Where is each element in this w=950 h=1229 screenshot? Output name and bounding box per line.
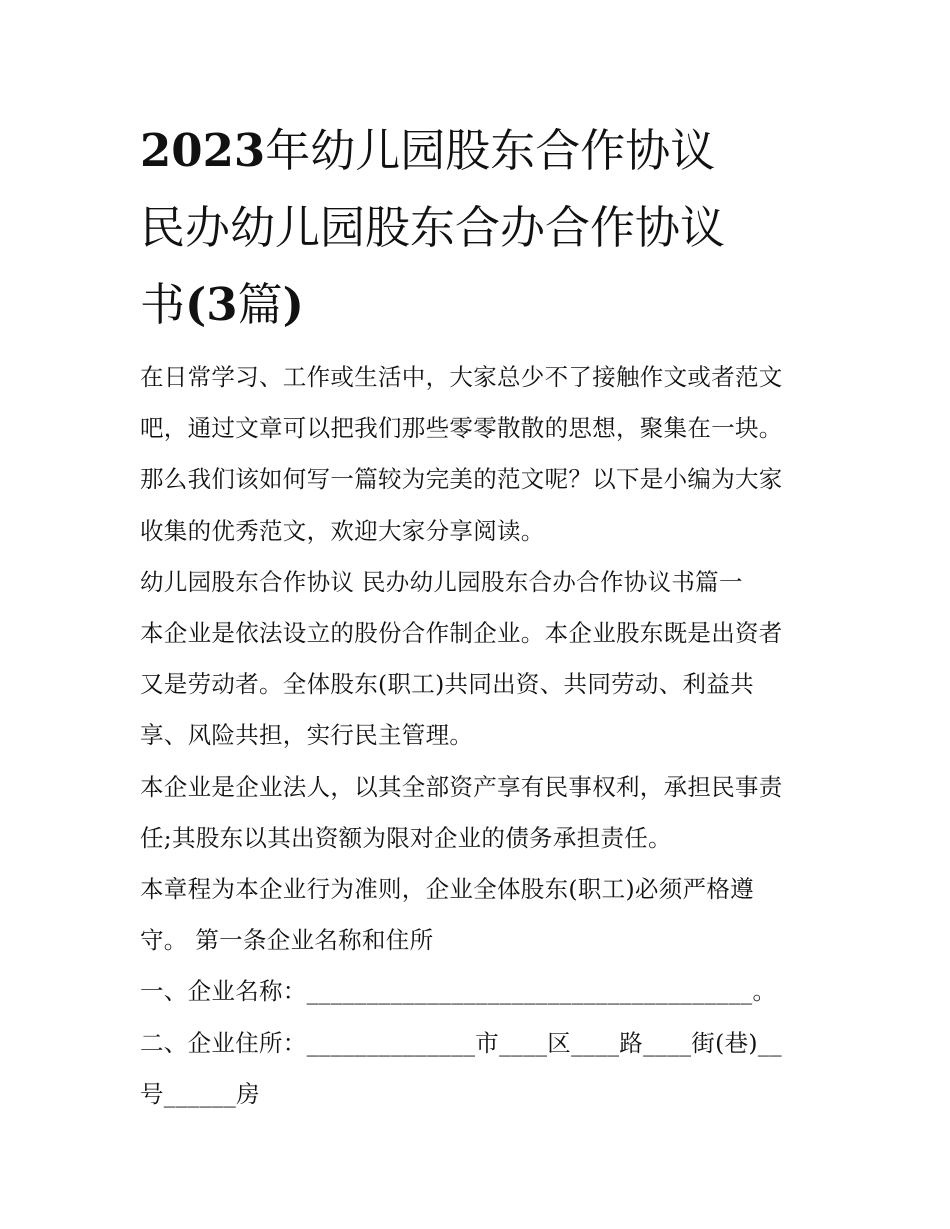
- paragraph-line: 守。 第一条企业名称和住所: [140, 926, 434, 955]
- paragraph-line: 又是劳动者。全体股东(职工)共同出资、共同劳动、利益共: [140, 670, 754, 699]
- title-line-3-pre: 书: [140, 278, 186, 331]
- title-line-1: [140, 112, 725, 189]
- document-body: [140, 352, 820, 1120]
- paragraph-line: 任;其股东以其出资额为限对企业的债务承担责任。: [140, 823, 672, 852]
- title-line-1-text: 年幼儿园股东合作协议: [265, 124, 716, 177]
- company-address-field: 二、企业住所：______________市____区____路____街(巷)__: [140, 1028, 782, 1057]
- intro-line: 收集的优秀范文，欢迎大家分享阅读。: [140, 516, 545, 545]
- title-line-2: 民办幼儿园股东合办合作协议: [140, 201, 726, 254]
- title-line-3-count: (3: [185, 278, 238, 331]
- document-title: [140, 112, 725, 343]
- paragraph-line: 本企业是企业法人，以其全部资产享有民事权利，承担民事责: [140, 772, 783, 801]
- intro-line: 在日常学习、工作或生活中，大家总少不了接触作文或者范文: [140, 363, 783, 391]
- title-line-3: [140, 266, 725, 343]
- intro-line: 吧，通过文章可以把我们那些零零散散的思想，聚集在一块。: [140, 414, 783, 443]
- title-year: 2023: [140, 124, 266, 177]
- section-heading: 幼儿园股东合作协议 民办幼儿园股东合办合作协议书篇一: [140, 567, 743, 596]
- paragraph-line: 本企业是依法设立的股份合作制企业。本企业股东既是出资者: [140, 619, 783, 648]
- intro-line: 那么我们该如何写一篇较为完美的范文呢？以下是小编为大家: [140, 465, 783, 494]
- title-line-3-end: ): [282, 278, 304, 331]
- title-line-3-mid: 篇: [237, 278, 283, 331]
- company-name-field: 一、企业名称：_____________________________________。: [140, 977, 777, 1006]
- company-address-field-cont: 号______房: [140, 1079, 260, 1108]
- paragraph-line: 本章程为本企业行为准则，企业全体股东(职工)必须严格遵: [140, 875, 754, 904]
- paragraph-line: 享、风险共担，实行民主管理。: [140, 721, 474, 750]
